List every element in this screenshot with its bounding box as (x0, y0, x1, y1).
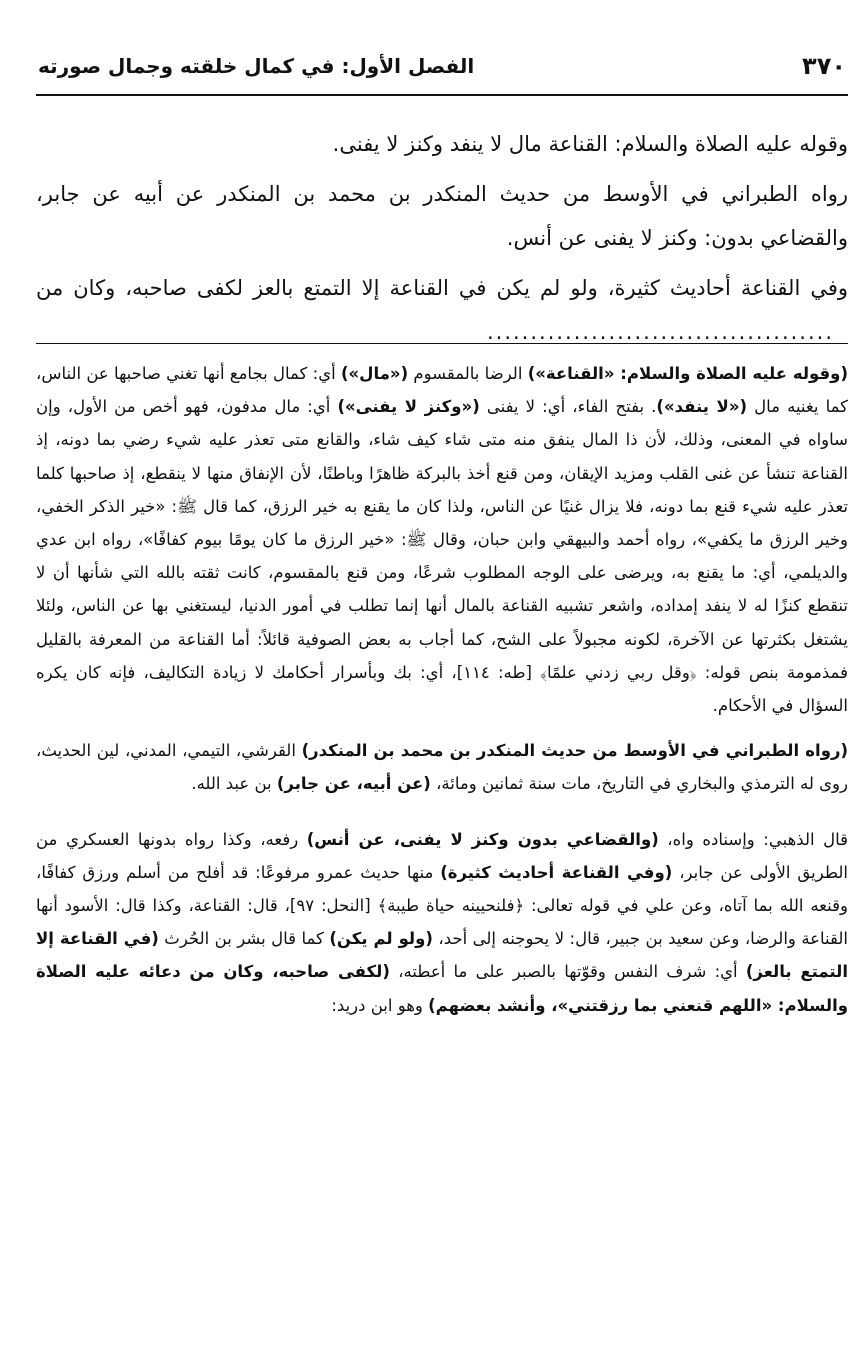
commentary-segment: كما قال بشر بن الحُرث (158, 929, 330, 949)
commentary-segment: بن عبد الله. (191, 774, 277, 794)
commentary-segment: (في القناعة إلا التمتع بالعز) (36, 929, 848, 982)
commentary-segment: . بفتح الفاء، أي: لا يفنى (479, 397, 657, 417)
chapter-title: الفصل الأول: في كمال خلقته وجمال صورته (38, 54, 475, 78)
main-paragraph-1: وقوله عليه الصلاة والسلام: القناعة مال لا ينفد وكنز لا يفنى. (332, 132, 848, 156)
page-number: ٣٧٠ (802, 52, 846, 80)
commentary-segment: (وقوله عليه الصلاة والسلام: «القناعة») (527, 364, 848, 383)
commentary-segment: وهو ابن دريد: (331, 995, 429, 1015)
commentary-segment: (رواه الطبراني في الأوسط من حديث المنكدر بن محمد بن المنكدر) (301, 741, 848, 761)
page-header (36, 52, 848, 92)
commentary-separator (36, 343, 848, 344)
commentary-segment: (عن أبيه، عن جابر) (276, 774, 431, 794)
commentary-segment: أي: شرف النفس وقوّتها بالصبر على ما أعطته، (389, 962, 746, 982)
commentary-segment: أي: كمال بجامع أنها تغني صاحبها عن الناس، كما يغنيه مال (36, 364, 848, 417)
main-paragraph-3-text: وفي القناعة أحاديث كثيرة، ولو لم يكن في القناعة إلا التمتع بالعز لكفى صاحبه، وكان من (36, 276, 848, 300)
commentary-paragraph-2 (36, 734, 848, 800)
main-paragraph-3 (36, 266, 848, 354)
main-text (36, 122, 848, 360)
main-paragraph-2: رواه الطبراني في الأوسط من حديث المنكدر بن محمد بن المنكدر عن أبيه عن جابر، والقضاعي بدون: وكنز لا يفنى عن أنس. (36, 182, 848, 250)
commentary-segment: (لكفى صاحبه، وكان من دعائه عليه الصلاة والسلام: «اللهم قنعني بما رزقتني»، وأنشد بعضهم) (36, 962, 848, 1015)
continuation-dots: ........................................ (486, 320, 834, 344)
commentary-segment: القرشي، التيمي، المدني، لين الحديث، روى له الترمذي والبخاري في التاريخ، مات سنة ثمانين ومائة، (36, 741, 848, 794)
book-page (36, 0, 848, 1359)
commentary-segment: قال الذهبي: وإسناده واه، (658, 829, 849, 849)
commentary-segment: الرضا بالمقسوم (408, 364, 528, 383)
commentary-text (36, 357, 848, 1022)
commentary-segment: (ولو لم يكن) (329, 929, 433, 949)
commentary-paragraph-1 (36, 357, 848, 722)
commentary-segment: (وفي القناعة أحاديث كثيرة) (440, 862, 673, 882)
commentary-segment: («لا ينفد») (656, 397, 748, 417)
commentary-segment: رفعه، وكذا رواه بدونها العسكري من الطريق الأولى عن جابر، (36, 829, 848, 882)
commentary-segment: («مال») (340, 364, 409, 383)
header-rule (36, 94, 848, 96)
commentary-paragraph-3 (36, 823, 848, 1022)
commentary-segment: منها حديث عمرو مرفوعًا: قد أفلح من أسلم ورزق كفافًا، وقنعه الله بما آتاه، وعن علي في قوله تعالى: ﴿فلنحيينه حياة طيبة﴾ [النحل: ٩٧]، قال: القناعة، وكذا قال: الأسود أنها القناعة والرضا، وعن سعيد بن جبير، قال: لا يحوجنه إلى أحد، (36, 862, 848, 949)
commentary-segment: أي: مال مدفون، فهو أخص من الأول، وإن ساواه في المعنى، وذلك، لأن ذا المال ينفق منه متى شاء كيف شاء، والقانع متى تعذر عليه شيء رضي بما دونه، إذ القناعة تنشأ عن غنى القلب ومزيد الإيقان، ومن قنع أخذ بالبركة ظاهرًا وباطنًا، لأن الإنفاق منها لا ينقطع، إذ صاحبها كلما تعذر عليه شيء قنع بما دونه، فلا يزال غنيًا عن الناس، ولذا كان ما يقنع به خير الرزق، كما قال ﷺ: «خير الذكر الخفي، وخير الرزق ما يكفي»، رواه أحمد والبيهقي وابن حبان، وقال ﷺ: «خير الرزق ما كان يومًا بيوم كفافًا»، رواه ابن عدي والديلمي، أي: ما يقنع به، ويرضى على الوجه المطلوب شرعًا، ومن قنع بالمقسوم، كانت ثقته بالله التي شأنها أن لا تنقطع كنزًا له لا ينفد إمداده، واشعر تشبيه القناعة بالمال أنها إنما تطلب في أمور الدنيا، ليستغني بها عن الناس، ولئلا يشتغل بكثرتها عن الآخرة، لكونه مجبولاً على الشح، كما أجاب به بعض الصوفية قائلاً: أما القناعة من المعرفة بالقليل فمذمومة بنص قوله: ﴿وقل ربي زدني علمًا﴾ [طه: ١١٤]، أي: بك وبأسرار أحكامك لا زيادة التكاليف، فإنه كان يكره السؤال في الأحكام. (36, 397, 848, 716)
commentary-segment: («وكنز لا يفنى») (337, 397, 480, 417)
commentary-segment: (والقضاعي بدون وكنز لا يفنى، عن أنس) (306, 829, 659, 849)
